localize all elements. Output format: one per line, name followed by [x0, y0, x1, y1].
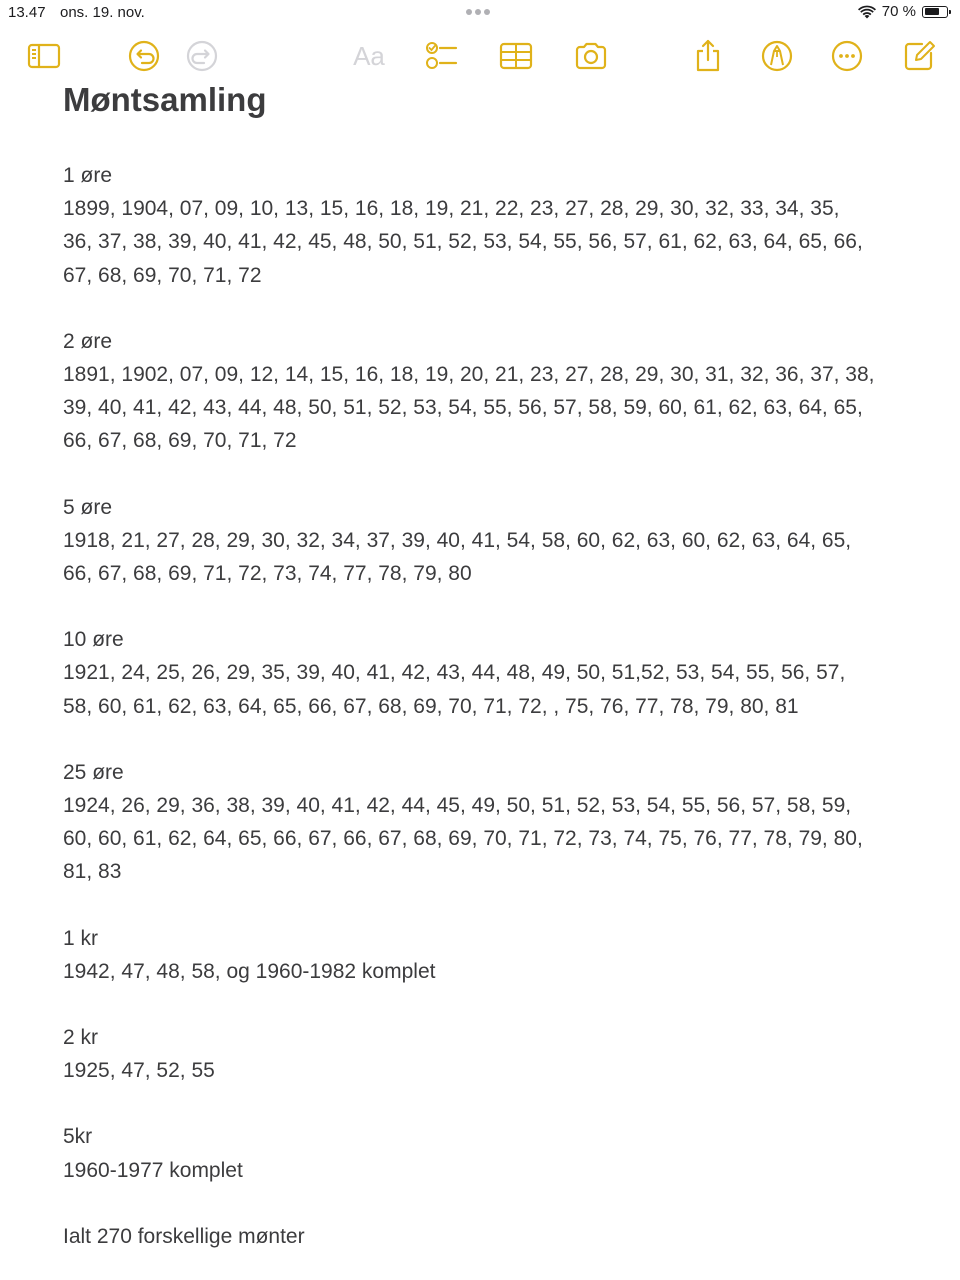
note-sections [63, 126, 913, 1187]
status-bar [0, 0, 960, 26]
redo-button[interactable] [184, 38, 220, 74]
coin-section [63, 756, 913, 889]
undo-button[interactable] [126, 38, 162, 74]
notes-toolbar [0, 34, 960, 80]
spacer [63, 590, 913, 623]
new-note-button[interactable] [901, 38, 937, 74]
coin-section [63, 623, 913, 723]
year-list-line[interactable]: 60, 60, 61, 62, 64, 65, 66, 67, 66, 67, 68, 69, 70, 71, 72, 73, 74, 75, 76, 77, 78, 79, 80, [63, 827, 863, 851]
undo-icon [127, 39, 161, 73]
year-list-line[interactable]: 66, 67, 68, 69, 70, 71, 72 [63, 429, 297, 453]
note-footer[interactable]: Ialt 270 forskellige mønter [63, 1224, 305, 1248]
note-body[interactable] [63, 78, 913, 1253]
format-button[interactable] [349, 38, 389, 74]
section-heading[interactable]: 2 øre [63, 329, 113, 353]
camera-button[interactable] [573, 38, 609, 74]
redo-icon [185, 39, 219, 73]
battery-icon [922, 6, 948, 18]
year-list-line[interactable]: 1924, 26, 29, 36, 38, 39, 40, 41, 42, 44, 45, 49, 50, 51, 52, 53, 54, 55, 56, 57, 58, 59, [63, 794, 852, 818]
coin-section [63, 1021, 913, 1087]
spacer [63, 889, 913, 922]
spacer [63, 458, 913, 491]
battery-percentage: 70 % [881, 3, 916, 20]
section-heading[interactable]: 5 øre [63, 495, 113, 519]
share-icon [691, 39, 725, 73]
year-list-line[interactable]: 39, 40, 41, 42, 43, 44, 48, 50, 51, 52, 53, 54, 55, 56, 57, 58, 59, 60, 61, 62, 63, 64, 65, [63, 396, 863, 420]
coin-section [63, 922, 913, 988]
markup-button[interactable] [759, 38, 795, 74]
coin-section [63, 491, 913, 591]
format-label: Aa [353, 40, 385, 71]
section-heading[interactable]: 25 øre [63, 760, 124, 784]
coin-section [63, 1120, 913, 1186]
year-list-line[interactable]: 1925, 47, 52, 55 [63, 1059, 215, 1083]
year-list-line[interactable]: 1891, 1902, 07, 09, 12, 14, 15, 16, 18, 19, 20, 21, 23, 27, 28, 29, 30, 31, 32, 36, 37, 38, [63, 363, 875, 387]
year-list-line[interactable]: 1921, 24, 25, 26, 29, 35, 39, 40, 41, 42, 43, 44, 48, 49, 50, 51,52, 53, 54, 55, 56, 57, [63, 661, 846, 685]
table-button[interactable] [498, 38, 534, 74]
more-icon [830, 39, 864, 73]
year-list-line[interactable]: 66, 67, 68, 69, 71, 72, 73, 74, 77, 78, 79, 80 [63, 562, 472, 586]
status-right [858, 3, 948, 20]
more-button[interactable] [829, 38, 865, 74]
section-heading[interactable]: 5kr [63, 1125, 93, 1149]
spacer [63, 1087, 913, 1120]
share-button[interactable] [690, 38, 726, 74]
table-icon [499, 39, 533, 73]
year-list-line[interactable]: 81, 83 [63, 860, 122, 884]
year-list-line[interactable]: 1899, 1904, 07, 09, 10, 13, 15, 16, 18, 19, 21, 22, 23, 27, 28, 29, 30, 32, 33, 34, 35, [63, 197, 840, 221]
spacer [63, 723, 913, 756]
wifi-icon [858, 5, 876, 19]
year-list-line[interactable]: 36, 37, 38, 39, 40, 41, 42, 45, 48, 50, 51, 52, 53, 54, 55, 56, 57, 61, 62, 63, 64, 65, 66, [63, 230, 863, 254]
multitasking-dots-icon[interactable] [466, 9, 490, 15]
spacer [63, 988, 913, 1021]
section-heading[interactable]: 1 kr [63, 926, 99, 950]
compose-icon [902, 39, 936, 73]
year-list-line[interactable]: 58, 60, 61, 62, 63, 64, 65, 66, 67, 68, 69, 70, 71, 72, , 75, 76, 77, 78, 79, 80, 81 [63, 694, 799, 718]
sidebar-toggle-button[interactable] [26, 38, 62, 74]
year-list-line[interactable]: 67, 68, 69, 70, 71, 72 [63, 263, 262, 287]
section-heading[interactable]: 10 øre [63, 628, 124, 652]
section-heading[interactable]: 1 øre [63, 164, 113, 187]
section-heading[interactable]: 2 kr [63, 1026, 99, 1050]
checklist-icon [424, 39, 458, 73]
year-list-line[interactable]: 1960-1977 komplet [63, 1158, 243, 1182]
note-title[interactable]: Møntsamling [63, 81, 267, 118]
spacer [63, 126, 913, 159]
markup-pen-icon [760, 39, 794, 73]
status-time: 13.47 [8, 4, 46, 21]
coin-section [63, 325, 913, 458]
year-list-line[interactable]: 1942, 47, 48, 58, og 1960-1982 komplet [63, 959, 436, 983]
checklist-button[interactable] [423, 38, 459, 74]
coin-section [63, 159, 913, 292]
status-date: ons. 19. nov. [60, 4, 145, 21]
sidebar-icon [27, 39, 61, 73]
camera-icon [574, 39, 608, 73]
spacer [63, 292, 913, 325]
spacer [63, 1187, 913, 1220]
year-list-line[interactable]: 1918, 21, 27, 28, 29, 30, 32, 34, 37, 39, 40, 41, 54, 58, 60, 62, 63, 60, 62, 63, 64, 65, [63, 528, 852, 552]
battery-fill [925, 8, 939, 15]
